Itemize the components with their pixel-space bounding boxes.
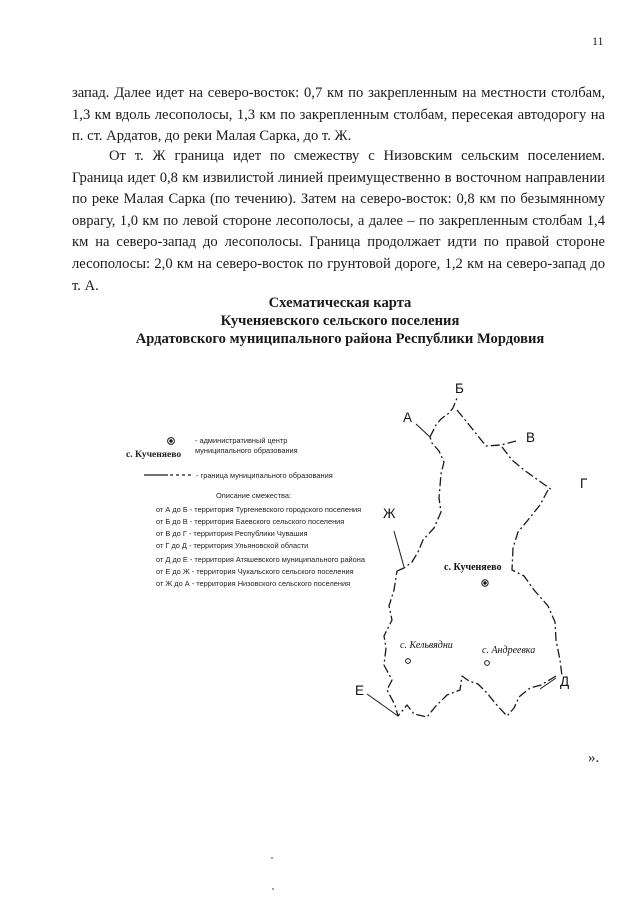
legend-adjacency-row: от Ж до А - территория Низовского сельского поселения (156, 579, 351, 588)
leader-line-e (367, 694, 398, 716)
point-label-d: Д (560, 674, 570, 689)
settlement-label-andreevka: с. Андреевка (482, 645, 536, 656)
boundary-segment-a-b (430, 398, 457, 437)
scan-speck (271, 857, 273, 859)
marker-kelvyadni (406, 659, 411, 664)
legend-adjacency-row: от Б до В - территория Баевского сельского поселения (156, 517, 345, 526)
boundary-segment-b-v (457, 410, 516, 446)
map-title-line-2: Кученяевского сельского поселения (220, 313, 460, 329)
point-label-e: Е (355, 683, 365, 698)
legend-adjacency-title: Описание смежества: (216, 491, 292, 500)
paragraph-2: От т. Ж граница идет по смежеству с Низовским сельским поселением. Граница идет 0,8 км извилистой линией преимущественно в восточном направлении по реке Малая Сарка (по течению). Затем на северо-восток: 0,8 км по безымянному оврагу, 1,0 км по левой стороне лесополосы, а далее – по закрепленным столбам 1,4 км на северо-запад до лесополосы. Граница продолжает идти по правой стороне лесополосы: 2,0 км на северо-восток по грунтовой дороге, 1,2 км на северо-запад до т. А. (72, 148, 605, 294)
settlement-label-kuchenyaevo: с. Кученяево (444, 562, 502, 573)
legend-center-desc-1: - административный центр (195, 436, 288, 445)
point-label-zh: Ж (383, 506, 396, 521)
legend-adjacency-row: от А до Б - территория Тургеневского городского поселения (156, 505, 362, 514)
legend-adjacency-row: от Г до Д - территория Ульяновской области (156, 541, 309, 550)
legend-adjacency-row: от Е до Ж - территория Чукальского сельского поселения (156, 567, 354, 576)
point-label-a: А (403, 410, 413, 425)
leader-line-a (416, 424, 430, 437)
point-label-b: Б (455, 381, 464, 396)
marker-andreevka (485, 661, 490, 666)
scan-speck (272, 888, 274, 890)
leader-line-zh (394, 531, 404, 567)
boundary-segment-v-g (502, 447, 552, 490)
paragraph-1: запад. Далее идет на северо-восток: 0,7 км по закрепленным на местности столбам, 1,3 км вдоль лесополосы, 1,3 км по закрепленным столбам, пересекая автодорогу на п. ст. Ардатов, до реки Малая Сарка, до т. Ж. (72, 85, 605, 145)
map-title-line-3: Ардатовского муниципального района Республики Мордовия (135, 331, 545, 347)
legend-center-symbol (168, 438, 175, 445)
legend-center-desc-2: муниципального образования (195, 446, 298, 455)
legend-adjacency-row: от В до Г - территория Республики Чувашия (156, 529, 308, 538)
closing-quote: ». (588, 750, 600, 766)
center-marker-kuchenyaevo (482, 580, 488, 586)
boundary-segment-e-zh (397, 437, 444, 571)
settlement-label-kelvyadni: с. Кельвядни (400, 640, 453, 651)
legend-adjacency-row: от Д до Е - территория Атяшевского муниципального района (156, 555, 365, 564)
page-number: 11 (592, 34, 604, 48)
map-title-line-1: Схематическая карта (268, 295, 412, 311)
point-label-v: В (526, 430, 536, 445)
legend-boundary-desc: - граница муниципального образования (196, 471, 333, 480)
legend-center-label: с. Кученяево (126, 449, 182, 460)
leader-line-d (540, 678, 556, 689)
point-label-g: Г (580, 476, 588, 491)
